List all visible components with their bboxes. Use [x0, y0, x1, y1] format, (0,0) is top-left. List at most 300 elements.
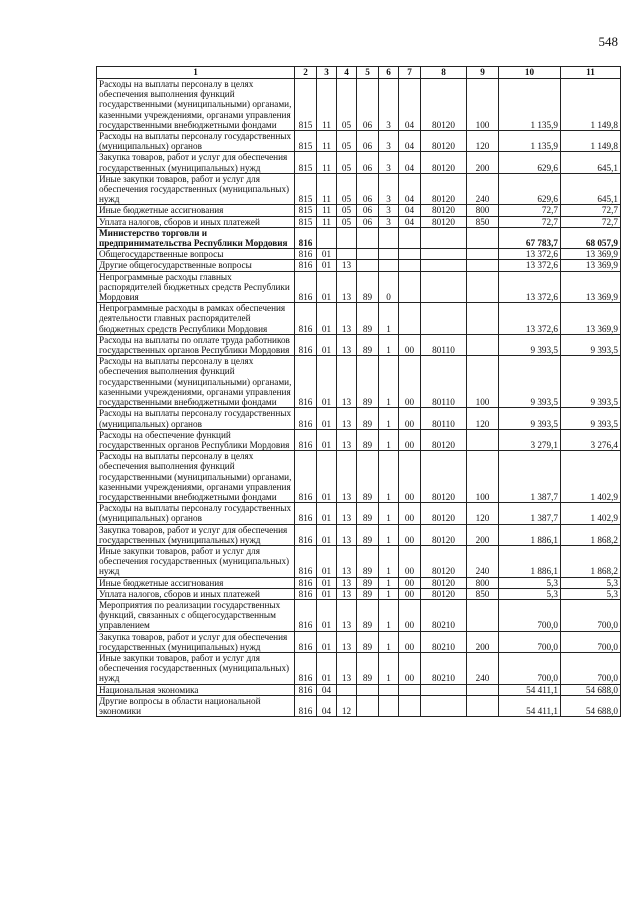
col-amount-year2: 5,3: [561, 577, 621, 588]
col-section: 01: [317, 429, 337, 450]
col-target: [421, 249, 467, 260]
col-amount-year1: 9 393,5: [499, 408, 561, 429]
col-subprogram: 1: [379, 652, 399, 684]
col-amount-year1: 3 279,1: [499, 429, 561, 450]
col-subsection: 05: [337, 205, 357, 216]
col-section: 11: [317, 152, 337, 173]
row-name: Расходы на выплаты персоналу в целях обеспечения выполнения функций государственными (муниципальными) органами, казенными учреждениями, органами управления государственными внебюджетными фондами: [97, 451, 295, 503]
col-program: 06: [357, 152, 379, 173]
table-row: [97, 599, 621, 631]
row-name: Иные закупки товаров, работ и услуг для обеспечения государственных (муниципальных) нужд: [97, 545, 295, 577]
col-amount-year2: 1 149,8: [561, 131, 621, 152]
col-code: 816: [295, 429, 317, 450]
col-amount-year2: 13 369,9: [561, 271, 621, 303]
col-section: 04: [317, 695, 337, 716]
col-subsection: 13: [337, 334, 357, 355]
header-cell: 9: [467, 67, 499, 79]
col-target: [421, 227, 467, 248]
col-code: 816: [295, 356, 317, 408]
col-target: 80210: [421, 599, 467, 631]
col-subprogram: 1: [379, 334, 399, 355]
row-name: Министерство торговли и предпринимательства Республики Мордовия: [97, 227, 295, 248]
col-subsection: 13: [337, 599, 357, 631]
col-amount-year1: 72,7: [499, 216, 561, 227]
table-row: [97, 131, 621, 152]
col-target: [421, 260, 467, 271]
col-code: 816: [295, 599, 317, 631]
col-amount-year1: 13 372,6: [499, 303, 561, 335]
col-code: 816: [295, 695, 317, 716]
col-subsection: 05: [337, 152, 357, 173]
table-row: [97, 695, 621, 716]
col-target: [421, 684, 467, 695]
col-subprogram: 0: [379, 271, 399, 303]
col-subsection: 12: [337, 695, 357, 716]
col-amount-year1: 700,0: [499, 599, 561, 631]
col-target: 80110: [421, 334, 467, 355]
table-row: [97, 249, 621, 260]
col-section: 01: [317, 271, 337, 303]
header-cell: 2: [295, 67, 317, 79]
col-program: 89: [357, 303, 379, 335]
col-expense-type: 240: [467, 545, 499, 577]
col-program: 89: [357, 271, 379, 303]
col-program: 89: [357, 334, 379, 355]
col-code: 816: [295, 334, 317, 355]
col-amount-year2: 1 868,2: [561, 524, 621, 545]
col-amount-year1: 9 393,5: [499, 334, 561, 355]
col-expense-type: [467, 334, 499, 355]
col-amount-year1: 67 783,7: [499, 227, 561, 248]
col-direction: [399, 227, 421, 248]
col-section: 01: [317, 631, 337, 652]
col-section: 04: [317, 684, 337, 695]
col-subprogram: [379, 260, 399, 271]
row-name: Уплата налогов, сборов и иных платежей: [97, 588, 295, 599]
col-expense-type: 800: [467, 205, 499, 216]
col-program: 06: [357, 79, 379, 131]
table-row: [97, 173, 621, 205]
col-program: 06: [357, 216, 379, 227]
col-subsection: 13: [337, 588, 357, 599]
col-expense-type: [467, 695, 499, 716]
col-subsection: 13: [337, 545, 357, 577]
col-code: 816: [295, 503, 317, 524]
col-expense-type: 200: [467, 631, 499, 652]
table-row: [97, 408, 621, 429]
col-program: 89: [357, 545, 379, 577]
col-section: [317, 227, 337, 248]
col-section: 01: [317, 545, 337, 577]
table-row: [97, 451, 621, 503]
col-direction: [399, 260, 421, 271]
col-code: 816: [295, 684, 317, 695]
col-subprogram: 3: [379, 152, 399, 173]
col-section: 11: [317, 79, 337, 131]
col-program: 06: [357, 131, 379, 152]
col-subprogram: [379, 695, 399, 716]
col-code: 816: [295, 249, 317, 260]
row-name: Национальная экономика: [97, 684, 295, 695]
col-amount-year1: 700,0: [499, 631, 561, 652]
row-name: Иные закупки товаров, работ и услуг для обеспечения государственных (муниципальных) нужд: [97, 652, 295, 684]
col-section: 01: [317, 356, 337, 408]
col-target: [421, 303, 467, 335]
col-subprogram: [379, 684, 399, 695]
table-row: [97, 524, 621, 545]
col-amount-year2: 1 402,9: [561, 503, 621, 524]
row-name: Закупка товаров, работ и услуг для обеспечения государственных (муниципальных) нужд: [97, 631, 295, 652]
table-row: [97, 652, 621, 684]
col-section: 01: [317, 588, 337, 599]
row-name: Расходы на выплаты персоналу в целях обеспечения выполнения функций государственными (муниципальными) органами, казенными учреждениями, органами управления государственными внебюджетными фондами: [97, 356, 295, 408]
col-amount-year2: 645,1: [561, 152, 621, 173]
col-direction: 00: [399, 503, 421, 524]
col-expense-type: 800: [467, 577, 499, 588]
col-subprogram: 1: [379, 429, 399, 450]
col-section: 01: [317, 503, 337, 524]
col-subprogram: 1: [379, 577, 399, 588]
col-program: [357, 260, 379, 271]
col-program: 06: [357, 173, 379, 205]
col-target: 80120: [421, 503, 467, 524]
col-subprogram: 1: [379, 451, 399, 503]
col-direction: 04: [399, 173, 421, 205]
col-amount-year2: 700,0: [561, 631, 621, 652]
col-section: 11: [317, 173, 337, 205]
header-cell: 11: [561, 67, 621, 79]
col-target: 80110: [421, 356, 467, 408]
row-name: Иные закупки товаров, работ и услуг для обеспечения государственных (муниципальных) нужд: [97, 173, 295, 205]
table-row: [97, 545, 621, 577]
col-amount-year1: 1 135,9: [499, 131, 561, 152]
col-subsection: 13: [337, 408, 357, 429]
col-expense-type: 120: [467, 408, 499, 429]
col-amount-year2: 72,7: [561, 205, 621, 216]
col-subsection: [337, 249, 357, 260]
col-amount-year2: 54 688,0: [561, 695, 621, 716]
col-code: 815: [295, 205, 317, 216]
row-name: Расходы на обеспечение функций государственных органов Республики Мордовия: [97, 429, 295, 450]
table-row: [97, 429, 621, 450]
header-cell: 10: [499, 67, 561, 79]
col-program: 89: [357, 429, 379, 450]
col-amount-year1: 1 135,9: [499, 79, 561, 131]
col-subprogram: 3: [379, 216, 399, 227]
col-subprogram: 1: [379, 303, 399, 335]
col-target: 80120: [421, 131, 467, 152]
col-amount-year2: 13 369,9: [561, 249, 621, 260]
row-name: Мероприятия по реализации государственных функций, связанных с общегосударственным управлением: [97, 599, 295, 631]
col-target: 80120: [421, 173, 467, 205]
col-code: 816: [295, 588, 317, 599]
col-subprogram: 1: [379, 599, 399, 631]
col-code: 816: [295, 577, 317, 588]
budget-table: [96, 66, 621, 717]
col-program: [357, 684, 379, 695]
col-target: 80210: [421, 652, 467, 684]
col-subsection: [337, 684, 357, 695]
col-subsection: 13: [337, 503, 357, 524]
header-cell: 8: [421, 67, 467, 79]
col-target: 80210: [421, 631, 467, 652]
col-subsection: 13: [337, 451, 357, 503]
row-name: Уплата налогов, сборов и иных платежей: [97, 216, 295, 227]
col-subprogram: 1: [379, 356, 399, 408]
table-row: [97, 334, 621, 355]
col-subsection: 05: [337, 131, 357, 152]
col-expense-type: 200: [467, 152, 499, 173]
col-target: 80120: [421, 524, 467, 545]
col-direction: 04: [399, 152, 421, 173]
col-direction: 00: [399, 334, 421, 355]
col-amount-year2: 9 393,5: [561, 334, 621, 355]
col-subsection: 13: [337, 260, 357, 271]
col-target: 80120: [421, 588, 467, 599]
col-amount-year1: 54 411,1: [499, 695, 561, 716]
row-name: Закупка товаров, работ и услуг для обеспечения государственных (муниципальных) нужд: [97, 152, 295, 173]
col-subprogram: 3: [379, 205, 399, 216]
col-subsection: 13: [337, 524, 357, 545]
col-amount-year2: 13 369,9: [561, 303, 621, 335]
table-row: [97, 152, 621, 173]
col-direction: [399, 303, 421, 335]
col-amount-year1: 72,7: [499, 205, 561, 216]
col-direction: 00: [399, 356, 421, 408]
table-row: [97, 684, 621, 695]
col-section: 11: [317, 131, 337, 152]
col-direction: 04: [399, 131, 421, 152]
col-section: 01: [317, 524, 337, 545]
col-code: 816: [295, 631, 317, 652]
col-amount-year1: 13 372,6: [499, 249, 561, 260]
row-name: Другие вопросы в области национальной экономики: [97, 695, 295, 716]
col-subprogram: 1: [379, 588, 399, 599]
col-amount-year2: 72,7: [561, 216, 621, 227]
col-code: 816: [295, 303, 317, 335]
col-direction: 00: [399, 588, 421, 599]
col-amount-year1: 700,0: [499, 652, 561, 684]
col-expense-type: [467, 227, 499, 248]
row-name: Другие общегосударственные вопросы: [97, 260, 295, 271]
col-subsection: 13: [337, 429, 357, 450]
col-expense-type: [467, 303, 499, 335]
col-amount-year2: 5,3: [561, 588, 621, 599]
col-direction: 00: [399, 631, 421, 652]
col-direction: [399, 271, 421, 303]
col-expense-type: 100: [467, 356, 499, 408]
col-amount-year2: 645,1: [561, 173, 621, 205]
col-direction: 00: [399, 524, 421, 545]
col-target: 80110: [421, 408, 467, 429]
col-amount-year2: 68 057,9: [561, 227, 621, 248]
col-program: 89: [357, 588, 379, 599]
row-name: Иные бюджетные ассигнования: [97, 577, 295, 588]
row-name: Иные бюджетные ассигнования: [97, 205, 295, 216]
col-direction: 04: [399, 216, 421, 227]
table-row: [97, 271, 621, 303]
col-section: 01: [317, 303, 337, 335]
col-target: 80120: [421, 205, 467, 216]
header-cell: 5: [357, 67, 379, 79]
col-amount-year2: 9 393,5: [561, 408, 621, 429]
col-subsection: 13: [337, 577, 357, 588]
col-subsection: 13: [337, 271, 357, 303]
col-amount-year2: 54 688,0: [561, 684, 621, 695]
col-target: [421, 271, 467, 303]
col-program: 89: [357, 524, 379, 545]
header-cell: 6: [379, 67, 399, 79]
col-expense-type: 200: [467, 524, 499, 545]
col-expense-type: [467, 684, 499, 695]
col-amount-year1: 1 886,1: [499, 524, 561, 545]
col-direction: 00: [399, 545, 421, 577]
header-row: [97, 67, 621, 79]
col-subprogram: 1: [379, 631, 399, 652]
col-direction: 04: [399, 205, 421, 216]
col-section: 01: [317, 652, 337, 684]
col-code: 816: [295, 652, 317, 684]
col-amount-year1: 5,3: [499, 577, 561, 588]
col-target: [421, 695, 467, 716]
col-subsection: 05: [337, 216, 357, 227]
col-code: 815: [295, 79, 317, 131]
col-program: 89: [357, 599, 379, 631]
table-row: [97, 631, 621, 652]
row-name: Расходы на выплаты по оплате труда работников государственных органов Республики Мордовия: [97, 334, 295, 355]
row-name: Закупка товаров, работ и услуг для обеспечения государственных (муниципальных) нужд: [97, 524, 295, 545]
col-direction: 00: [399, 451, 421, 503]
col-expense-type: 850: [467, 588, 499, 599]
row-name: Непрограммные расходы главных распорядителей бюджетных средств Республики Мордовия: [97, 271, 295, 303]
col-code: 815: [295, 173, 317, 205]
col-section: 11: [317, 205, 337, 216]
col-section: 01: [317, 249, 337, 260]
col-amount-year1: 1 387,7: [499, 451, 561, 503]
table-row: [97, 216, 621, 227]
col-code: 816: [295, 271, 317, 303]
col-program: 89: [357, 451, 379, 503]
col-amount-year1: 629,6: [499, 152, 561, 173]
col-code: 816: [295, 260, 317, 271]
table-row: [97, 577, 621, 588]
col-direction: 00: [399, 577, 421, 588]
row-name: Расходы на выплаты персоналу государственных (муниципальных) органов: [97, 503, 295, 524]
col-subsection: 13: [337, 356, 357, 408]
col-code: 816: [295, 524, 317, 545]
table-row: [97, 205, 621, 216]
col-code: 816: [295, 545, 317, 577]
table-row: [97, 260, 621, 271]
col-amount-year1: 13 372,6: [499, 271, 561, 303]
table-row: [97, 227, 621, 248]
col-expense-type: 120: [467, 131, 499, 152]
col-program: 89: [357, 503, 379, 524]
col-direction: 00: [399, 408, 421, 429]
col-subprogram: 1: [379, 408, 399, 429]
col-subprogram: 3: [379, 131, 399, 152]
header-cell: 4: [337, 67, 357, 79]
col-subprogram: 1: [379, 503, 399, 524]
col-code: 815: [295, 216, 317, 227]
table-row: [97, 588, 621, 599]
col-section: 01: [317, 451, 337, 503]
col-amount-year2: 3 276,4: [561, 429, 621, 450]
col-amount-year2: 9 393,5: [561, 356, 621, 408]
header-cell: 3: [317, 67, 337, 79]
col-amount-year2: 13 369,9: [561, 260, 621, 271]
col-expense-type: [467, 429, 499, 450]
col-direction: [399, 684, 421, 695]
col-amount-year1: 13 372,6: [499, 260, 561, 271]
col-amount-year2: 1 402,9: [561, 451, 621, 503]
col-amount-year2: 700,0: [561, 599, 621, 631]
row-name: Расходы на выплаты персоналу государственных (муниципальных) органов: [97, 131, 295, 152]
col-direction: 00: [399, 599, 421, 631]
table-row: [97, 503, 621, 524]
col-direction: 00: [399, 652, 421, 684]
col-amount-year1: 1 886,1: [499, 545, 561, 577]
col-target: 80120: [421, 216, 467, 227]
col-section: 01: [317, 260, 337, 271]
col-program: 06: [357, 205, 379, 216]
col-amount-year2: 1 868,2: [561, 545, 621, 577]
col-subsection: 13: [337, 652, 357, 684]
col-section: 01: [317, 599, 337, 631]
col-code: 816: [295, 451, 317, 503]
col-expense-type: [467, 599, 499, 631]
col-expense-type: 240: [467, 652, 499, 684]
col-expense-type: [467, 249, 499, 260]
row-name: Непрограммные расходы в рамках обеспечения деятельности главных распорядителей бюджетных средств Республики Мордовия: [97, 303, 295, 335]
col-subprogram: [379, 227, 399, 248]
col-target: 80120: [421, 545, 467, 577]
row-name: Общегосударственные вопросы: [97, 249, 295, 260]
col-direction: 00: [399, 429, 421, 450]
col-code: 816: [295, 227, 317, 248]
table-row: [97, 356, 621, 408]
col-section: 01: [317, 334, 337, 355]
col-amount-year1: 5,3: [499, 588, 561, 599]
col-subsection: 05: [337, 79, 357, 131]
col-subsection: [337, 227, 357, 248]
col-amount-year1: 9 393,5: [499, 356, 561, 408]
col-subprogram: 3: [379, 79, 399, 131]
col-subprogram: 1: [379, 545, 399, 577]
col-section: 01: [317, 408, 337, 429]
col-target: 80120: [421, 451, 467, 503]
col-subsection: 05: [337, 173, 357, 205]
page-number: 548: [598, 34, 618, 49]
col-subprogram: 3: [379, 173, 399, 205]
col-direction: [399, 249, 421, 260]
col-expense-type: 100: [467, 79, 499, 131]
table-row: [97, 79, 621, 131]
col-target: 80120: [421, 79, 467, 131]
col-program: [357, 695, 379, 716]
col-expense-type: 850: [467, 216, 499, 227]
col-program: 89: [357, 652, 379, 684]
table-row: [97, 303, 621, 335]
col-program: 89: [357, 408, 379, 429]
col-program: [357, 227, 379, 248]
col-amount-year1: 629,6: [499, 173, 561, 205]
col-section: 01: [317, 577, 337, 588]
col-code: 815: [295, 131, 317, 152]
col-amount-year2: 1 149,8: [561, 79, 621, 131]
col-expense-type: [467, 260, 499, 271]
col-direction: [399, 695, 421, 716]
